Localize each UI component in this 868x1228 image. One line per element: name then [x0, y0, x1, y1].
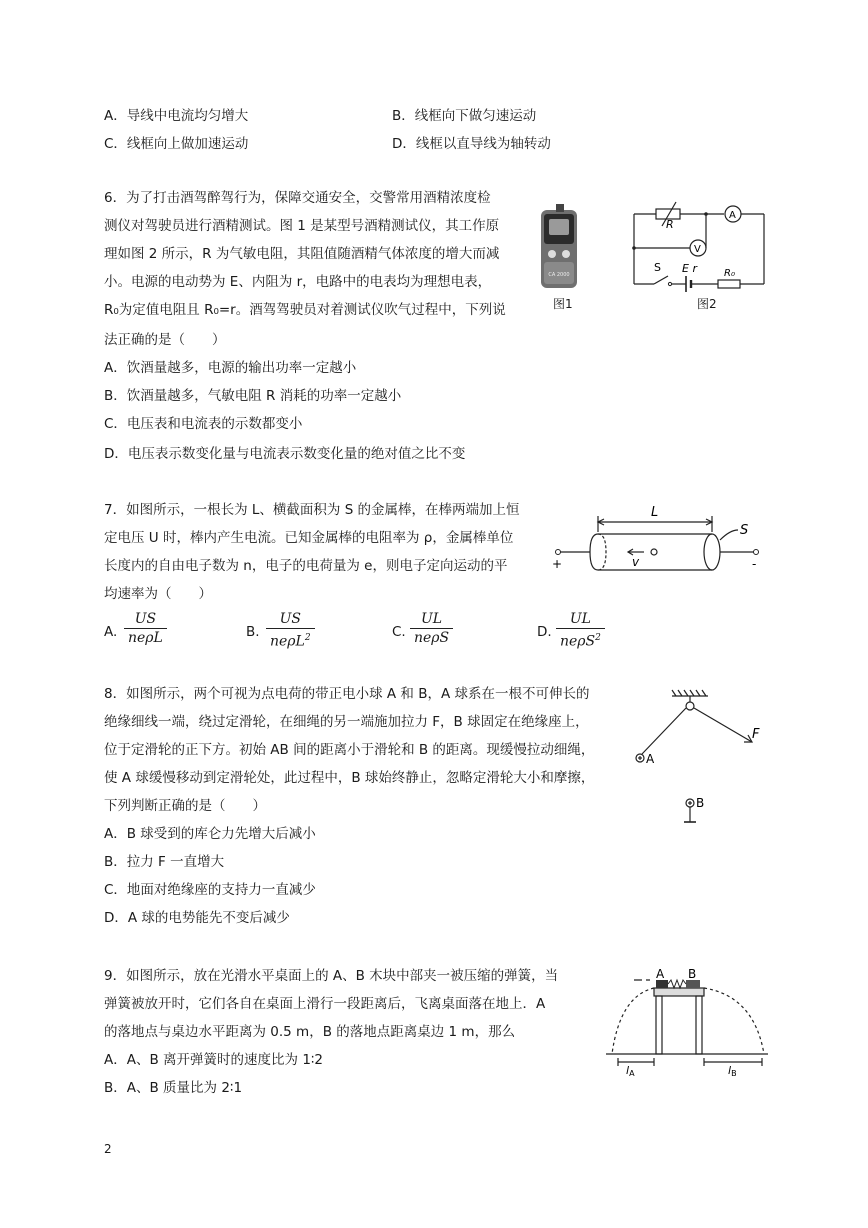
q7-option-d-label: D. — [537, 624, 552, 640]
q7-option-b-denominator: neρL$^2$ — [270, 633, 311, 650]
q8-stem-line-1: 8．如图所示，两个可视为点电荷的带正电小球 A 和 B，A 球系在一根不可伸长的 — [104, 686, 590, 702]
q7-stem-line-3: 长度内的自由电子数为 n，电子的电荷量为 e，则电子定向运动的平 — [104, 558, 508, 574]
q9-stem-line-2: 弹簧被放开时，它们各自在桌面上滑行一段距离后，飞离桌面落在地上．A — [104, 996, 546, 1012]
q9-stem-line-1: 9．如图所示，放在光滑水平桌面上的 A、B 木块中部夹一被压缩的弹簧，当 — [104, 968, 559, 984]
q7-option-a-label: A. — [104, 624, 118, 640]
rod-area-label: S — [740, 523, 749, 538]
q7-option-d-numerator: UL — [556, 610, 605, 629]
q8-option-b: B．拉力 F 一直增大 — [104, 854, 225, 870]
q9-option-b: B．A、B 质量比为 2∶1 — [104, 1080, 243, 1096]
circuit-diagram — [626, 196, 770, 296]
q6-option-a: A．饮酒量越多，电源的输出功率一定越小 — [104, 360, 357, 376]
block-b-symbol — [686, 980, 700, 988]
q9-stem-line-3: 的落地点与桌边水平距离为 0.5 m，B 的落地点距离桌边 1 m，那么 — [104, 1024, 516, 1040]
figure-1-label: 图1 — [553, 297, 573, 311]
q8-option-a: A．B 球受到的库仑力先增大后减小 — [104, 826, 316, 842]
negative-terminal-label: - — [752, 557, 757, 571]
q9-option-a: A．A、B 离开弹簧时的速度比为 1∶2 — [104, 1052, 324, 1068]
switch-symbol — [654, 276, 668, 284]
q7-option-c-numerator: UL — [410, 610, 453, 629]
pulley-diagram — [628, 688, 768, 830]
q5-option-b: B．线框向下做匀速运动 — [392, 108, 537, 124]
q7-option-a-fraction — [124, 610, 167, 647]
q7-option-d-fraction — [556, 610, 605, 651]
q8-stem-line-3: 位于定滑轮的正下方。初始 AB 间的距离小于滑轮和 B 的距离。现缓慢拉动细绳， — [104, 742, 595, 758]
q8-stem-line-4: 使 A 球缓慢移动到定滑轮处，此过程中，B 球始终静止，忽略定滑轮大小和摩擦， — [104, 770, 595, 786]
device-model-text: CA 2000 — [548, 272, 570, 278]
circuit-label-S: S — [654, 261, 661, 274]
q6-option-c: C．电压表和电流表的示数都变小 — [104, 416, 303, 432]
q6-stem-line-3: 理如图 2 所示，R 为气敏电阻，其阻值随酒精气体浓度的增大而减 — [104, 246, 500, 262]
q7-option-a-denominator: neρL — [128, 630, 163, 646]
q5-option-a: A．导线中电流均匀增大 — [104, 108, 249, 124]
circuit-label-R0: R₀ — [724, 268, 735, 279]
rod-length-label: L — [651, 505, 659, 520]
metal-rod-diagram — [546, 500, 768, 584]
ball-a-label: A — [646, 752, 655, 766]
circuit-label-V: V — [694, 244, 701, 255]
circuit-label-R: R — [666, 218, 674, 231]
positive-terminal-label: + — [552, 557, 563, 571]
q6-option-b: B．饮酒量越多，气敏电阻 R 消耗的功率一定越小 — [104, 388, 402, 404]
q6-stem-line-1: 6．为了打击酒驾醉驾行为，保障交通安全，交警常用酒精浓度检 — [104, 190, 491, 206]
pulley-symbol — [686, 702, 694, 710]
q6-stem-line-2: 测仪对驾驶员进行酒精测试。图 1 是某型号酒精测试仪，其工作原 — [104, 218, 500, 234]
q7-option-c-fraction — [410, 610, 453, 647]
ball-b-label: B — [696, 796, 705, 810]
velocity-label: v — [632, 555, 640, 569]
q8-option-d: D．A 球的电势能先不变后减少 — [104, 910, 290, 926]
q6-stem-line-5: R₀为定值电阻且 R₀=r。酒驾驾驶员对着测试仪吹气过程中，下列说 — [104, 302, 506, 318]
q6-option-d: D．电压表示数变化量与电流表示数变化量的绝对值之比不变 — [104, 446, 466, 462]
q8-stem-line-2: 绝缘细线一端，绕过定滑轮，在细绳的另一端施加拉力 F，B 球固定在绝缘座上， — [104, 714, 589, 730]
q8-stem-line-5: 下列判断正确的是（ ） — [104, 798, 266, 814]
force-label: F — [752, 727, 760, 742]
circuit-label-A: A — [729, 210, 736, 221]
q7-stem-line-1: 7．如图所示，一根长为 L、横截面积为 S 的金属棒，在棒两端加上恒 — [104, 502, 520, 518]
q7-option-a-numerator: US — [124, 610, 167, 629]
q7-option-d-denominator: neρS$^2$ — [560, 633, 601, 650]
page-number: 2 — [104, 1142, 112, 1156]
block-a-label: A — [656, 967, 665, 981]
breathalyzer-device-image — [538, 204, 588, 292]
q6-stem-line-4: 小。电源的电动势为 E、内阻为 r，电路中的电表均为理想电表， — [104, 274, 492, 290]
q7-option-b-label: B. — [246, 624, 260, 640]
q5-option-c: C．线框向上做加速运动 — [104, 136, 249, 152]
fixed-resistor-symbol — [718, 280, 740, 288]
spring-symbol — [668, 980, 686, 988]
q7-option-c-label: C. — [392, 624, 406, 640]
table-blocks-diagram — [604, 966, 770, 1076]
block-a-symbol — [656, 980, 668, 988]
q7-option-b-fraction — [266, 610, 315, 651]
figure-2-label: 图2 — [697, 297, 717, 311]
q5-option-d: D．线框以直导线为轴转动 — [392, 136, 551, 152]
q7-option-b-numerator: US — [266, 610, 315, 629]
q7-stem-line-2: 定电压 U 时，棒内产生电流。已知金属棒的电阻率为 ρ，金属棒单位 — [104, 530, 514, 546]
circuit-label-Er: E r — [682, 262, 697, 275]
q7-option-c-denominator: neρS — [414, 630, 450, 646]
distance-b-label: lB — [728, 1064, 737, 1076]
block-b-label: B — [688, 967, 697, 981]
distance-a-label: lA — [626, 1064, 635, 1076]
q8-option-c: C．地面对绝缘座的支持力一直减少 — [104, 882, 316, 898]
q6-stem-line-6: 法正确的是（ ） — [104, 332, 226, 348]
q7-stem-line-4: 均速率为（ ） — [104, 586, 212, 602]
